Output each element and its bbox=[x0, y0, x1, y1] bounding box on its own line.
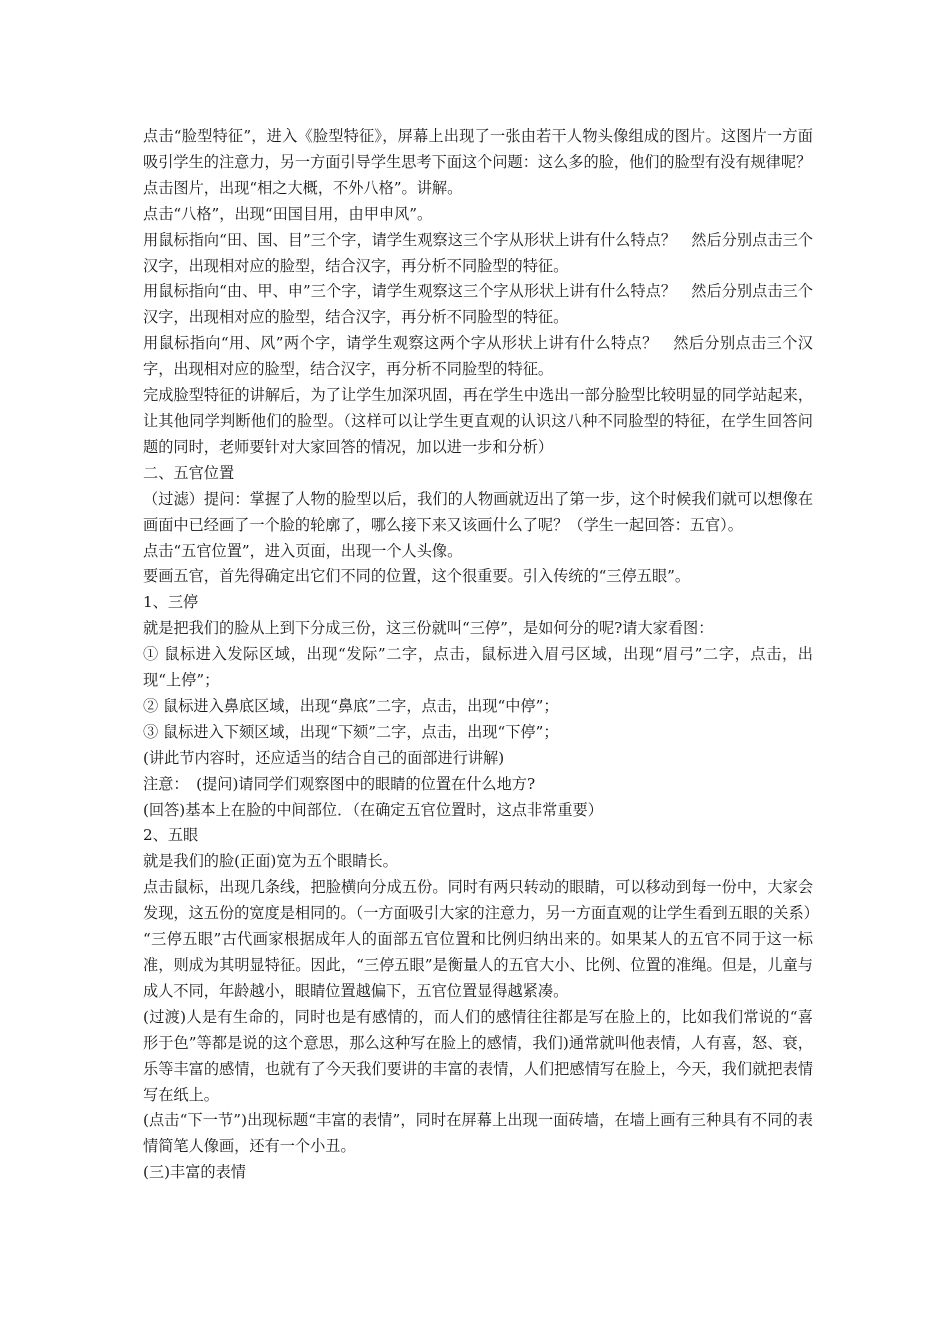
paragraph-answer: (回答)基本上在脸的中间部位．（在确定五官位置时，这点非常重要） bbox=[143, 800, 603, 819]
paragraph-five-eyes-demo: 点击鼠标，出现几条线，把脸横向分成五份。同时有两只转动的眼睛，可以移动到每一份中，大家会发现，这五份的宽度是相同的。（一方面吸引大家的注意力，另一方面直观的让学生看到五眼的关系） bbox=[143, 878, 819, 923]
subheading-three-courts: 1、三停 bbox=[143, 593, 199, 612]
list-item-middle-court: ② 鼠标进入鼻底区域，出现“鼻底”二字，点击，出现“中停”； bbox=[143, 696, 559, 715]
paragraph-face-shape-intro: 点击“脸型特征”，进入《脸型特征》，屏幕上出现了一张由若干人物头像组成的图片。这图片一方面吸引学生的注意力，另一方面引导学生思考下面这个问题：这么多的脸，他们的脸型有没有规律呢？ bbox=[143, 127, 813, 171]
paragraph-three-courts-definition: 就是把我们的脸从上到下分成三份，这三份就叫“三停”，是如何分的呢?请大家看图： bbox=[143, 619, 714, 638]
paragraph-next-section: (点击“下一节”)出现标题“丰富的表情”，同时在屏幕上出现一面砖墙，在墙上画有三种具有不同的表情简笔人像画，还有一个小丑。 bbox=[143, 1111, 813, 1156]
paragraph-consolidation: 完成脸型特征的讲解后，为了让学生加深巩固，再在学生中选出一部分脸型比较明显的同学站起来，让其他同学判断他们的脸型。（这样可以让学生更直观的认识这八种不同脸型的特征，在学生回答问题的同时，老师要针对大家回答的情况，加以进一步和分析） bbox=[143, 386, 813, 456]
paragraph-transition-question: （过滤）提问：掌握了人物的脸型以后，我们的人物画就迈出了第一步，这个时候我们就可以想像在画面中已经画了一个脸的轮廓了，哪么接下来又该画什么了呢？（学生一起回答：五官）。 bbox=[143, 489, 813, 534]
paragraph-attention-question: 注意： (提问)请同学们观察图中的眼睛的位置在什么地方? bbox=[143, 774, 536, 793]
document-body bbox=[143, 124, 819, 1186]
paragraph-teaching-note: (讲此节内容时，还应适当的结合自己的面部进行讲解) bbox=[143, 748, 505, 767]
subheading-five-eyes: 2、五眼 bbox=[143, 826, 199, 845]
paragraph-yong-feng: 用鼠标指向“用、风”两个字，请学生观察这两个字从形状上讲有什么特点？ 然后分别点击三个汉字，出现相对应的脸型，结合汉字，再分析不同脸型的特征。 bbox=[143, 334, 813, 379]
paragraph-click-eight-grids: 点击“八格”，出现“田国目用，由甲申风”。 bbox=[143, 204, 433, 223]
paragraph-three-courts-five-eyes-summary: “三停五眼”古代画家根据成年人的面部五官位置和比例归纳出来的。如果某人的五官不同于这一标准，则成为其明显特征。因此，“三停五眼”是衡量人的五官大小、比例、位置的准绳。但是，儿童与成人不同，年龄越小，眼睛位置越偏下，五官位置显得越紧凑。 bbox=[143, 930, 813, 1000]
list-item-upper-court: ① 鼠标进入发际区域，出现“发际”二字，点击，鼠标进入眉弓区域，出现“眉弓”二字，点击，出现“上停”； bbox=[143, 645, 813, 690]
section-heading-rich-expressions: (三)丰富的表情 bbox=[143, 1163, 246, 1182]
paragraph-click-features-position: 点击“五官位置”，进入页面，出现一个人头像。 bbox=[143, 541, 463, 560]
paragraph-three-courts-five-eyes: 要画五官，首先得确定出它们不同的位置，这个很重要。引入传统的“三停五眼”。 bbox=[143, 567, 691, 586]
paragraph-five-eyes-definition: 就是我们的脸(正面)宽为五个眼睛长。 bbox=[143, 852, 398, 871]
list-item-lower-court: ③ 鼠标进入下颏区域，出现“下颏”二字，点击，出现“下停”； bbox=[143, 722, 559, 741]
paragraph-tian-guo-mu: 用鼠标指向“田、国、目”三个字，请学生观察这三个字从形状上讲有什么特点？ 然后分别点击三个汉字，出现相对应的脸型，结合汉字，再分析不同脸型的特征。 bbox=[143, 230, 813, 275]
paragraph-transition-expressions: (过渡)人是有生命的，同时也是有感情的，而人们的感情往往都是写在脸上的，比如我们常说的“喜形于色”等都是说的这个意思，那么这种写在脸上的感情，我们)通常就叫他表情，人有喜，怒、衰，乐等丰富的感情，也就有了今天我们要讲的丰富的表情，人们把感情写在脸上，今天，我们就把表情写在纸上。 bbox=[143, 1007, 813, 1104]
paragraph-click-image: 点击图片，出现“相之大概，不外八格”。讲解。 bbox=[143, 178, 463, 197]
paragraph-you-jia-shen: 用鼠标指向“由、甲、申”三个字，请学生观察这三个字从形状上讲有什么特点？ 然后分别点击三个汉字，出现相对应的脸型，结合汉字，再分析不同脸型的特征。 bbox=[143, 282, 813, 327]
section-heading-facial-features-position: 二、五官位置 bbox=[143, 463, 235, 482]
